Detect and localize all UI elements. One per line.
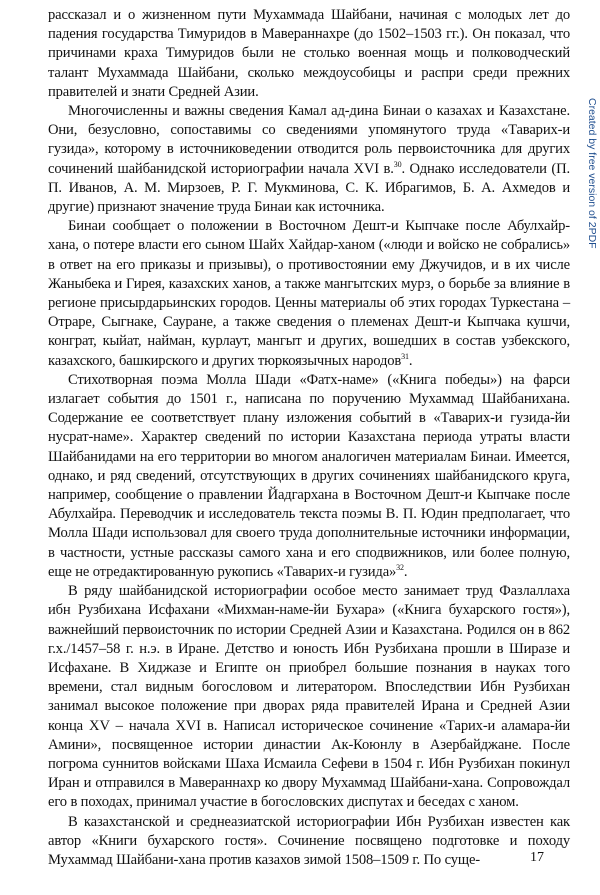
paragraph-1	[48, 6, 570, 102]
watermark: Created by free version of 2PDF	[586, 98, 598, 249]
paragraph-3	[48, 217, 570, 371]
paragraph-1-text: рассказал и о жизненном пути Мухаммада Шайбани, начиная с молодых лет до падения государства Тимуридов в Мавераннахре (до 1502–1503 гг.). Он показал, что причинами краха Тимуридов были не столько военная мощь и полководческий талант Мухаммада Шайбани, сколько междоусобицы и распри среди прежних правителей и знати Средней Азии.	[48, 7, 570, 100]
paragraph-5-text: В ряду шайбанидской историографии особое место занимает труд Фазлаллаха ибн Рузбихана Исфахани «Михман-наме-йи Бухара» («Книга бухарского гостя»), важнейший первоисточник по истории Средней Азии и Казахстана. Родился он в 862 г.х./1457–58 г. н.э. в Иране. Детство и юность Ибн Рузбихана прошли в Ширазе и Исфахане. В Хиджазе и Египте он приобрел большие познания в науках того времени, стал видным богословом и литератором. Впоследствии Ибн Рузбихан занимал высокое положение при дворах ряда правителей Ирана и Средней Азии конца XV – начала XVI в. Написал историческое сочинение «Тарих-и аламара-йи Амини», посвященное истории династии Ак-Коюнлу в Азербайджане. После погрома суннитов войсками Шаха Исмаила Сефеви в 1504 г. Ибн Рузбихан покинул Иран и отправился в Мавераннахр ко двору Мухаммад Шайбани-хана. Сопровождал его в походах, принимал участие в богословских диспутах и беседах с ханом.	[48, 583, 570, 811]
paragraph-6-text: В казахстанской и среднеазиатской историографии Ибн Рузбихан известен как автор «Книги бухарского гостя». Сочинение посвящено подготовке и походу Мухаммад Шайбани-хана против казахов зимой 1508–1509 г. По суще-	[48, 813, 570, 868]
paragraph-6	[48, 813, 570, 871]
page-number: 17	[530, 850, 544, 865]
footnote-ref-30: 30	[393, 159, 402, 169]
paragraph-4	[48, 371, 570, 582]
paragraph-3-text-cont: .	[408, 352, 413, 369]
page-text	[48, 6, 570, 870]
paragraph-2-text-cont: . Однако исследователи (П. П. Иванов, А. М. Мирзоев, Р. Г. Мукминова, С. К. Ибрагимов, Б. А. Ахмедов и другие) признают значение труда Бинаи как источника.	[48, 160, 570, 216]
paragraph-4-text-cont: .	[403, 563, 408, 580]
paragraph-3-text: Бинаи сообщает о положении в Восточном Дешт-и Кыпчаке после Абулхайр-хана, о потере власти его сыном Шайх Хайдар-ханом («люди и войско не собрались» в ответ на его приказы и призывы), о противостоянии ему Джучидов, и в их числе Жаныбека и Гирея, казахских ханов, а также мангытских мурз, о борьбе за влияние в регионе присырдарьинских городов. Ценны материалы об этих городах Туркестана – Отраре, Сыгнаке, Сауране, а также сведения о племенах Дешт-и Кыпчака кушчи, конграт, кыйат, найман, курлаут, мангыт и других, вошедших в состав узбекского, казахского, башкирского и других тюркоязычных народов	[48, 218, 570, 369]
paragraph-5	[48, 582, 570, 812]
paragraph-2	[48, 102, 570, 217]
footnote-ref-31: 31	[401, 351, 409, 361]
footnote-ref-32: 32	[396, 563, 404, 573]
paragraph-2-text: Многочисленны и важны сведения Камал ад-дина Бинаи о казахах и Казахстане. Они, безусловно, сопоставимы со сведениями упомянутого труда «Таварих-и гузида», которому в источниковедении отводится роль первоисточника для других сочинений шайбанидской историографии начала XVI в.	[48, 103, 570, 177]
paragraph-4-text: Стихотворная поэма Молла Шади «Фатх-наме» («Книга победы») на фарси излагает события до 1501 г., написана по поручению Мухаммад Шайбанихана. Содержание ее соответствует плану изложения событий в «Таварих-и гузида-йи нусрат-наме». Характер сведений по истории Казахстана периода утраты власти Шайбанидами на его территории во многом аналогичен материалам Бинаи. Имеется, однако, и ряд сведений, отсутствующих в других сочинениях шайбанидского круга, например, сообщение о правлении Йадгархана в Восточном Дешт-и Кыпчаке после Абулхайра. Переводчик и исследователь текста поэмы В. П. Юдин предполагает, что Молла Шади использовал для своего труда дополнительные источники информации, в частности, устные рассказы самого хана и его сподвижников, или более полную, еще не отредактированную рукопись «Таварих-и гузида»	[48, 371, 570, 580]
